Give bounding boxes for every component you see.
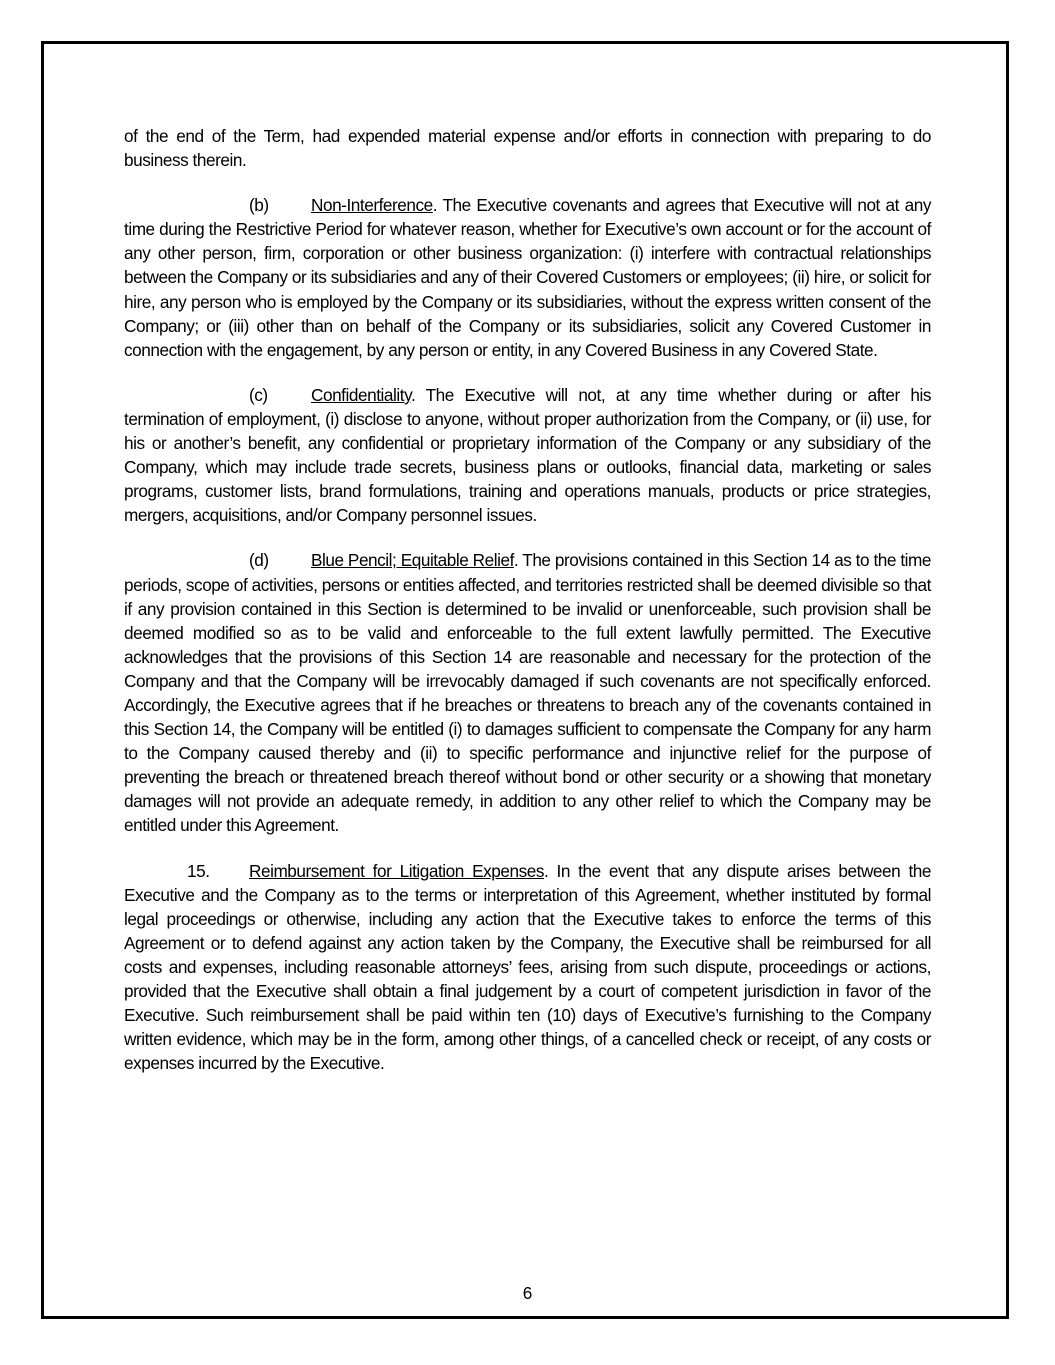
section-15-text: . In the event that any dispute arises between the Executive and the Company as to the terms or interpretation of this Agreement, whether instituted by formal legal proceedings or otherwise, including any action that the Executive takes to enforce the terms of this Agreement or to defend against any action taken by the Company, the Executive shall be reimbursed for all costs and expenses, including reasonable attorneys’ fees, arising from such dispute, proceedings or actions, provided that the Executive shall obtain a final judgement by a court of competent jurisdiction in favor of the Executive. Such reimbursement shall be paid within ten (10) days of Executive’s furnishing to the Company written evidence, which may be in the form, among other things, of a cancelled check or receipt, of any costs or expenses incurred by the Executive. [124, 860, 931, 1074]
clause-c-heading: Confidentiality [311, 384, 411, 405]
clause-c-text: . The Executive will not, at any time whether during or after his termination of employment, (i) disclose to anyone, without proper authorization from the Company, or (ii) use, for his or another’s benefit, any confidential or proprietary information of the Company or any subsidiary of the Company, which may include trade secrets, business plans or outlooks, financial data, marketing or sales programs, customer lists, brand formulations, training and operations manuals, products or price strategies, mergers, acquisitions, and/or Company personnel issues. [124, 384, 931, 526]
clause-d-heading: Blue Pencil; Equitable Relief [311, 550, 514, 571]
clause-b-paragraph [124, 193, 931, 362]
intro-paragraph [124, 124, 931, 172]
clause-c-paragraph [124, 383, 931, 528]
document-body [124, 124, 931, 1096]
clause-c-label: (c) [249, 384, 268, 405]
page-number: 6 [522, 1283, 533, 1303]
clause-b-heading: Non-Interference [311, 195, 433, 216]
section-15-paragraph [124, 859, 931, 1076]
clause-b-text: . The Executive covenants and agrees that Executive will not at any time during the Restrictive Period for whatever reason, whether for Executive’s own account or for the account of any other person, firm, corporation or other business organization: (i) interfere with contractual relationships between the Company or its subsidiaries and any of their Covered Customers or employees; (ii) hire, or solicit for hire, any person who is employed by the Company or its subsidiaries, without the express written consent of the Company; or (iii) other than on behalf of the Company or its subsidiaries, solicit any Covered Customer in connection with the engagement, by any person or entity, in any Covered Business in any Covered State. [124, 195, 931, 360]
clause-b-label: (b) [249, 195, 269, 216]
clause-d-paragraph [124, 548, 931, 837]
clause-d-text: . The provisions contained in this Section 14 as to the time periods, scope of activities, persons or entities affected, and territories restricted shall be deemed divisible so that if any provision contained in this Section is determined to be invalid or unenforceable, such provision shall be deemed modified so as to be valid and enforceable to the full extent lawfully permitted. The Executive acknowledges that the provisions of this Section 14 are reasonable and necessary for the protection of the Company and that the Company will be irrevocably damaged if such covenants are not specifically enforced. Accordingly, the Executive agrees that if he breaches or threatens to breach any of the covenants contained in this Section 14, the Company will be entitled (i) to damages sufficient to compensate the Company for any harm to the Company caused thereby and (ii) to specific performance and injunctive relief for the purpose of preventing the breach or threatened breach thereof without bond or other security or a showing that monetary damages will not provide an adequate remedy, in addition to any other relief to which the Company may be entitled under this Agreement. [124, 550, 931, 836]
section-15-heading: Reimbursement for Litigation Expenses [249, 860, 544, 881]
clause-d-label: (d) [249, 550, 269, 571]
section-15-label: 15. [187, 860, 210, 881]
intro-text: of the end of the Term, had expended material expense and/or efforts in connection with preparing to do business therein. [124, 126, 931, 171]
